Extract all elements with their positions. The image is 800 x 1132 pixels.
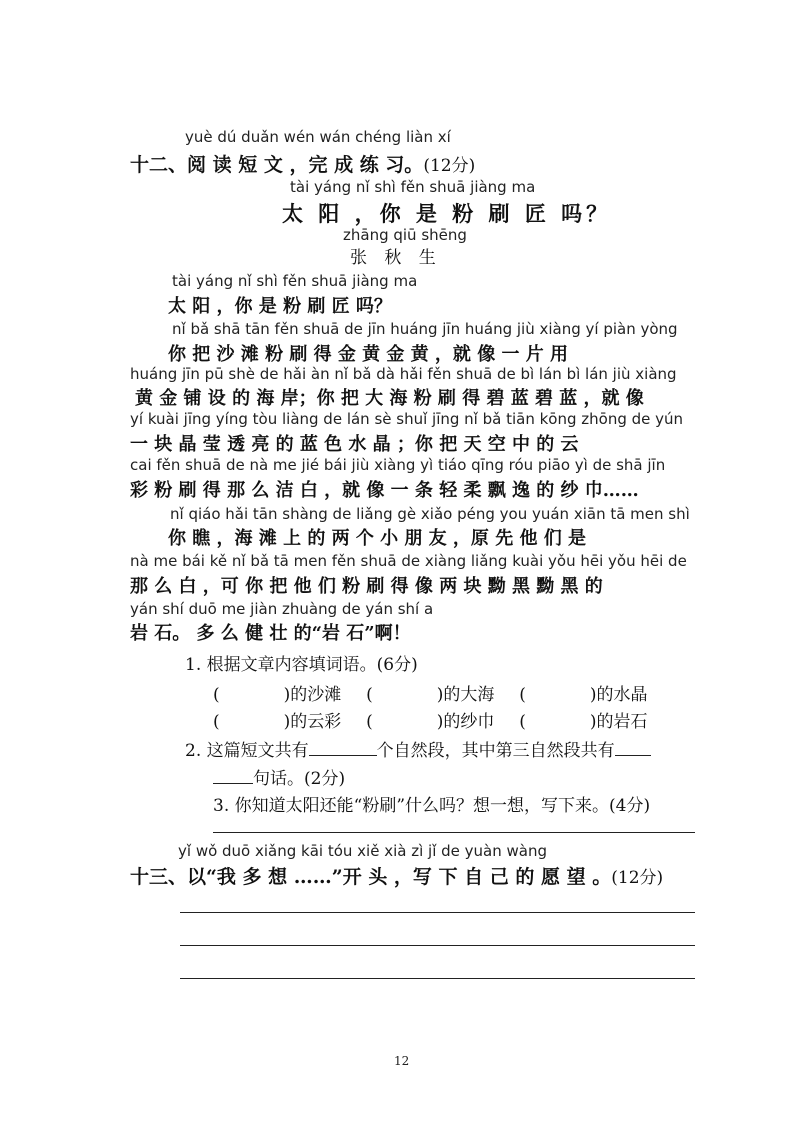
q1-label-sand: )的沙滩 — [283, 685, 342, 705]
q1-label: 1. 根据文章内容填词语。(6分) — [185, 655, 418, 675]
section13-pinyin: yǐ wǒ duō xiǎng kāi tóu xiě xià zì jǐ de yuàn wàng — [178, 842, 547, 860]
q1-row1 — [213, 680, 703, 705]
section13-heading-text: 十三、以“我 多 想 ……”开 头 ，写 下 自 己 的 愿 望 。 — [130, 866, 612, 888]
article-title: 太 阳 ，你 是 粉 刷 匠 吗？ — [282, 201, 612, 226]
q1-blank-sand-open: ( — [213, 685, 220, 705]
passage-text-3: 黄 金 铺 设 的 海 岸；你 把 大 海 粉 刷 得 碧 蓝 碧 蓝 ，就 像 — [135, 388, 644, 409]
q2-blank-sentences-cont[interactable] — [213, 769, 253, 784]
q1-label-scarf: )的纱巾 — [436, 712, 495, 732]
section12-pinyin: yuè dú duǎn wén wán chéng liàn xí — [185, 128, 451, 146]
author-pinyin: zhāng qiū shēng — [343, 226, 467, 244]
q3-answer-line[interactable] — [213, 832, 695, 833]
q2-line1 — [185, 736, 651, 761]
passage-text-5: 彩 粉 刷 得 那 么 洁 白 ，就 像 一 条 轻 柔 飘 逸 的 纱 巾…… — [130, 480, 639, 501]
section12-heading — [130, 150, 475, 177]
passage-text-6: 你 瞧 ，海 滩 上 的 两 个 小 朋 友 ，原 先 他 们 是 — [168, 528, 586, 549]
passage-pinyin-1: tài yáng nǐ shì fěn shuā jiàng ma — [172, 272, 418, 290]
passage-pinyin-3: huáng jīn pū shè de hǎi àn nǐ bǎ dà hǎi fěn shuā de bì lán bì lán jiù xiàng — [130, 365, 677, 383]
q2-line2 — [213, 764, 345, 789]
essay-line-3[interactable] — [180, 978, 695, 979]
q2-part1: 2. 这篇短文共有 — [185, 741, 309, 761]
passage-pinyin-6: nǐ qiáo hǎi tān shàng de liǎng gè xiǎo péng you yuán xiān tā men shì — [170, 505, 690, 523]
q1-label-cloud: )的云彩 — [283, 712, 342, 732]
passage-text-7: 那 么 白 ，可 你 把 他 们 粉 刷 得 像 两 块 黝 黑 黝 黑 的 — [130, 576, 603, 597]
q1-blank-scarf-open: ( — [366, 712, 373, 732]
author-name: 张 秋 生 — [350, 248, 442, 268]
passage-pinyin-2: nǐ bǎ shā tān fěn shuā de jīn huáng jīn huáng jiù xiàng yí piàn yòng — [172, 320, 678, 338]
page-number: 12 — [394, 1054, 410, 1068]
q1-label-crystal: )的水晶 — [589, 685, 648, 705]
q2-part3: 句话。(2分) — [253, 769, 346, 789]
q1-row2 — [213, 707, 703, 732]
section13-score: (12分) — [611, 868, 664, 888]
q1-label-rock: )的岩石 — [589, 712, 648, 732]
passage-text-4: 一 块 晶 莹 透 亮 的 蓝 色 水 晶 ；你 把 天 空 中 的 云 — [130, 434, 579, 455]
q1-blank-rock-open: ( — [519, 712, 526, 732]
passage-pinyin-8: yán shí duō me jiàn zhuàng de yán shí a — [130, 600, 434, 618]
q3-label: 3. 你知道太阳还能“粉刷”什么吗？想一想，写下来。(4分) — [213, 796, 651, 816]
q2-blank-sentences[interactable] — [615, 741, 651, 756]
section12-score: (12分) — [423, 156, 476, 176]
passage-text-2: 你 把 沙 滩 粉 刷 得 金 黄 金 黄 ，就 像 一 片 用 — [168, 344, 568, 365]
q1-label-sea: )的大海 — [436, 685, 495, 705]
q1-blank-crystal-open: ( — [519, 685, 526, 705]
passage-pinyin-7: nà me bái kě nǐ bǎ tā men fěn shuā de xiàng liǎng kuài yǒu hēi yǒu hēi de — [130, 552, 687, 570]
section12-heading-text: 十二、阅 读 短 文 ，完 成 练 习。 — [130, 154, 424, 176]
title-pinyin: tài yáng nǐ shì fěn shuā jiàng ma — [290, 178, 536, 196]
passage-text-8: 岩 石。 多 么 健 壮 的“岩 石”啊！ — [130, 623, 411, 644]
section13-heading — [130, 862, 663, 889]
passage-text-1: 太 阳 ，你 是 粉 刷 匠 吗？ — [168, 296, 392, 317]
q2-part2: 个自然段，其中第三自然段共有 — [376, 741, 615, 761]
essay-line-1[interactable] — [180, 912, 695, 913]
q1-blank-sea-open: ( — [366, 685, 373, 705]
q2-blank-paragraphs[interactable] — [309, 741, 377, 756]
essay-line-2[interactable] — [180, 945, 695, 946]
passage-pinyin-4: yí kuài jīng yíng tòu liàng de lán sè shuǐ jīng nǐ bǎ tiān kōng zhōng de yún — [130, 410, 684, 428]
passage-pinyin-5: cai fěn shuā de nà me jié bái jiù xiàng yì tiáo qīng róu piāo yì de shā jīn — [130, 456, 666, 474]
q1-blank-cloud-open: ( — [213, 712, 220, 732]
